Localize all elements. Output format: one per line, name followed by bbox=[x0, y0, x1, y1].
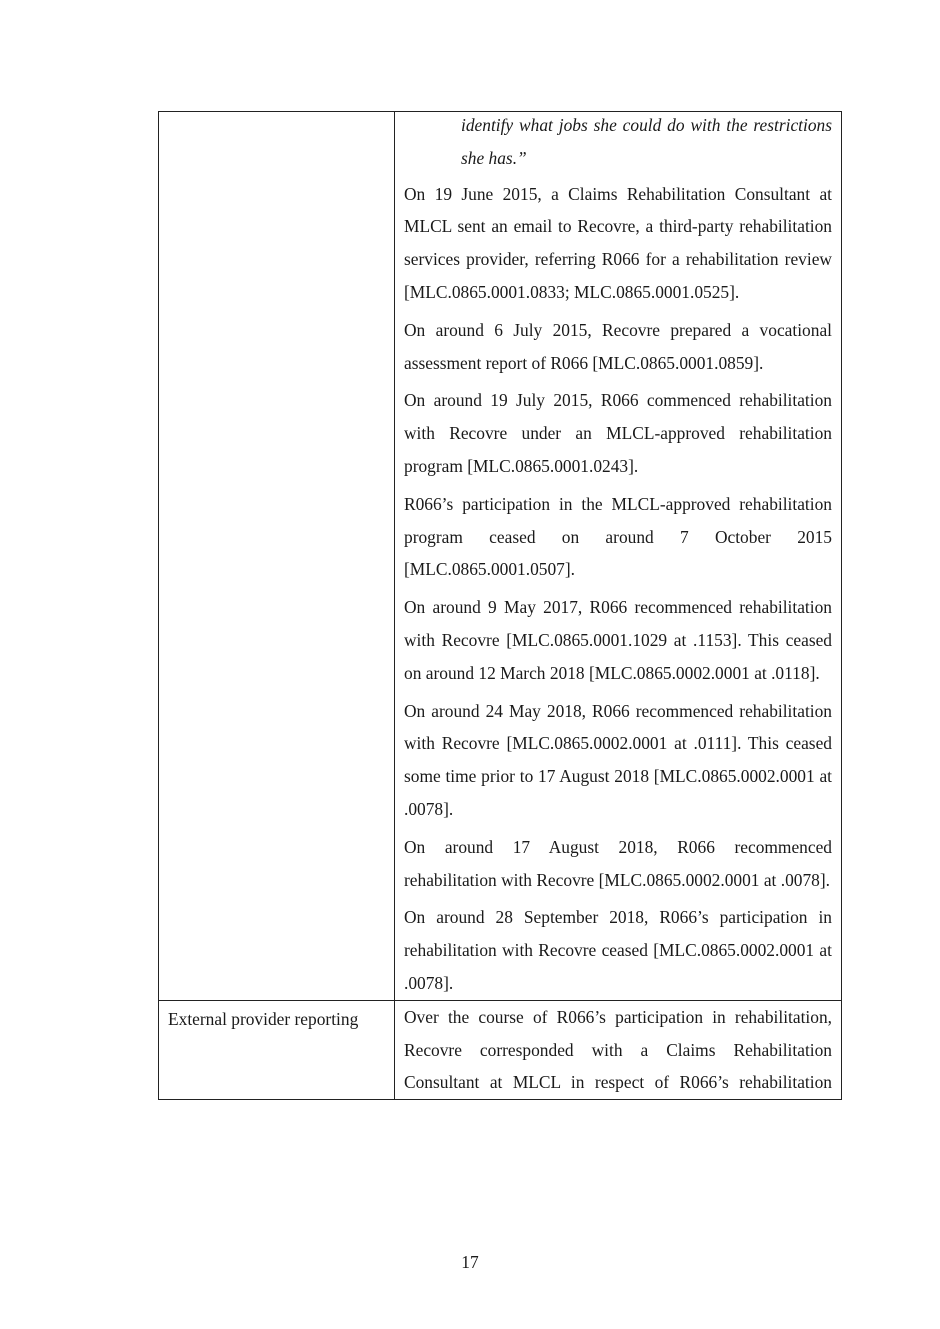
row-label: External provider reporting bbox=[168, 1008, 359, 1029]
paragraph: Over the course of R066’s participation in rehabilitation, Recovre corresponded with a Claims Rehabilitation Consultant at MLCL in respect of R066’s rehabilitation bbox=[404, 1006, 832, 1093]
paragraph: On around 6 July 2015, Recovre prepared a vocational assessment report of R066 [MLC.0865.0001.0859]. bbox=[404, 319, 832, 373]
row-content-cell bbox=[395, 112, 842, 1001]
row-label bbox=[159, 112, 394, 118]
page-number: 17 bbox=[461, 1252, 479, 1272]
paragraph: On around 9 May 2017, R066 recommenced rehabilitation with Recovre [MLC.0865.0001.1029 at .1153]. This ceased on around 12 March 2018 [MLC.0865.0002.0001 at .0118]. bbox=[404, 597, 832, 683]
paragraph: On around 17 August 2018, R066 recommenced rehabilitation with Recovre [MLC.0865.0002.0001 at .0078]. bbox=[404, 836, 832, 890]
paragraph: On around 19 July 2015, R066 commenced rehabilitation with Recovre under an MLCL-approved rehabilitation program [MLC.0865.0001.0243]. bbox=[404, 390, 832, 476]
table-row bbox=[159, 112, 842, 1001]
row-content-cell bbox=[395, 1000, 842, 1099]
row-label-cell bbox=[159, 1000, 395, 1099]
paragraph: On around 24 May 2018, R066 recommenced rehabilitation with Recovre [MLC.0865.0002.0001 at .0111]. This ceased some time prior to 17 August 2018 [MLC.0865.0002.0001 at .0078]. bbox=[404, 700, 832, 819]
paragraph: On around 28 September 2018, R066’s participation in rehabilitation with Recovre ceased [MLC.0865.0002.0001 at .0078]. bbox=[404, 907, 832, 993]
paragraph: On 19 June 2015, a Claims Rehabilitation Consultant at MLCL sent an email to Recovre, a third-party rehabilitation services provider, referring R066 for a rehabilitation review [MLC.0865.0001.0833; MLC.0865.0001.0525]. bbox=[404, 183, 832, 302]
paragraph: R066’s participation in the MLCL-approved rehabilitation program ceased on around 7 October 2015 [MLC.0865.0001.0507]. bbox=[404, 493, 832, 580]
table-row bbox=[159, 1000, 842, 1099]
evidence-table bbox=[158, 111, 842, 1100]
quoted-text: identify what jobs she could do with the restrictions she has.” bbox=[461, 115, 832, 168]
row-label-cell bbox=[159, 112, 395, 1001]
